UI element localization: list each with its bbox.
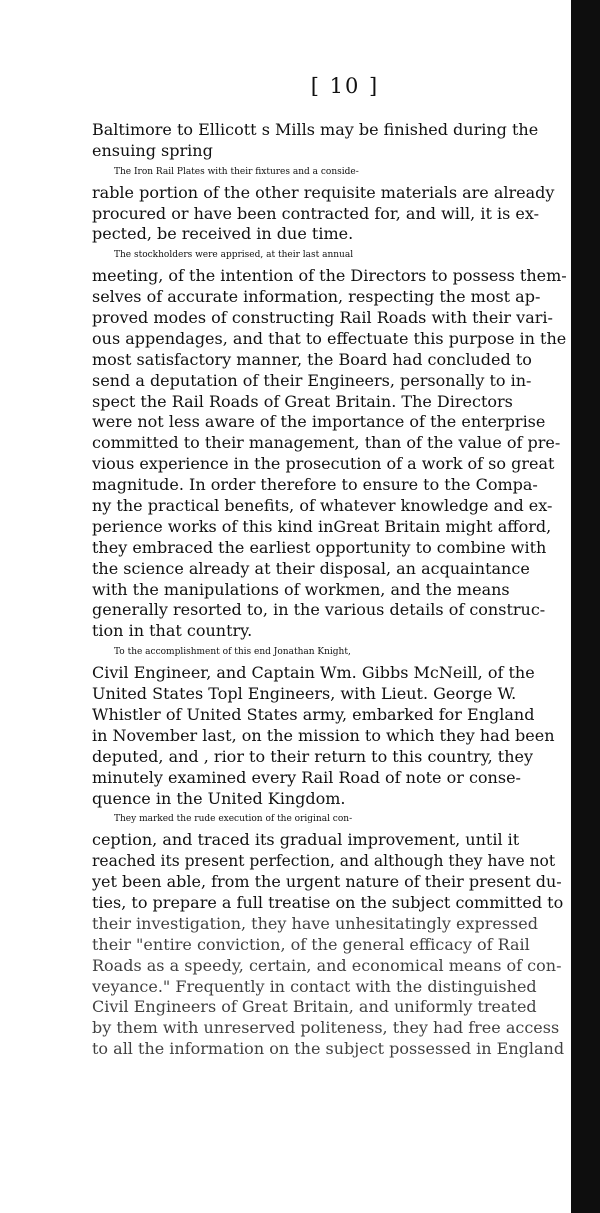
text-line: they embraced the earliest opportunity to combine with [92,537,547,557]
text-line: ny the practical benefits, of whatever knowledge and ex- [92,496,553,516]
text-line: yet been able, from the urgent nature of their present du- [92,872,562,892]
text-line: veyance." Frequently in contact with the distinguished [92,976,537,996]
text-line: Baltimore to Ellicott s Mills may be finished during the [92,120,539,139]
text-line: perience works of this kind inGreat Britain might afford, [92,516,552,536]
text-line: reached its present perfection, and although they have not [92,852,556,871]
text-line: vious experience in the prosecution of a work of so great [92,454,555,474]
text-line: ensuing spring [92,140,213,160]
text-line: magnitude. In order therefore to ensure to the Compa- [92,475,538,495]
text-line: were not less aware of the importance of the enterprise [92,412,546,432]
text-line: most satisfactory manner, the Board had concluded to [92,349,532,369]
text-line: selves of accurate information, respecting the most ap- [92,287,541,307]
text-line: ous appendages, and that to effectuate this purpose in the [92,328,567,348]
text-line: pected, be received in due time. [92,224,354,244]
text-line: generally resorted to, in the various details of construc- [92,600,546,620]
text-line: procured or have been contracted for, and will, it is ex- [92,203,539,223]
text-line: The stockholders were apprised, at their last annual [114,250,354,261]
text-line: rable portion of the other requisite materials are already [92,182,555,202]
text-line: The Iron Rail Plates with their fixtures and a conside- [114,166,359,177]
text-line: tion in that country. [92,621,253,641]
text-line: deputed, and , rior to their return to this country, they [92,746,534,766]
text-line: Roads as a speedy, certain, and economical means of con- [92,955,562,975]
text-line: To the accomplishment of this end Jonathan Knight, [114,647,351,658]
text-line: to all the information on the subject possessed in England [92,1039,565,1059]
text-line: They marked the rude execution of the original con- [114,814,353,825]
page-number: [ 10 ] [310,74,380,98]
text-line: send a deputation of their Engineers, personally to in- [92,370,532,390]
text-line: their investigation, they have unhesitatingly expressed [92,913,538,933]
text-line: spect the Rail Roads of Great Britain. The Directors [92,391,513,411]
text-line: Whistler of United States army, embarked for England [92,704,535,724]
text-line: United States Topl Engineers, with Lieut. George W. [92,684,517,704]
book-spine-shadow [571,0,600,1213]
text-line: the science already at their disposal, an acquaintance [92,558,530,578]
text-line: Civil Engineer, and Captain Wm. Gibbs McNeill, of the [92,663,535,683]
text-line: Civil Engineers of Great Britain, and uniformly treated [92,997,537,1017]
text-line: proved modes of constructing Rail Roads with their vari- [92,308,553,328]
text-line: meeting, of the intention of the Directors to possess them- [92,266,567,286]
text-line: quence in the United Kingdom. [92,788,346,808]
text-line: committed to their management, than of the value of pre- [92,433,561,453]
text-line: ties, to prepare a full treatise on the subject committed to [92,892,564,912]
text-line: ception, and traced its gradual improvement, until it [92,830,520,850]
text-line: minutely examined every Rail Road of note or conse- [92,767,521,787]
text-line: their "entire conviction, of the general efficacy of Rail [92,934,530,954]
text-line: with the manipulations of workmen, and the means [92,579,510,599]
body-text [92,120,568,1060]
text-line: by them with unreserved politeness, they had free access [92,1018,560,1038]
text-line: in November last, on the mission to which they had been [92,725,555,745]
